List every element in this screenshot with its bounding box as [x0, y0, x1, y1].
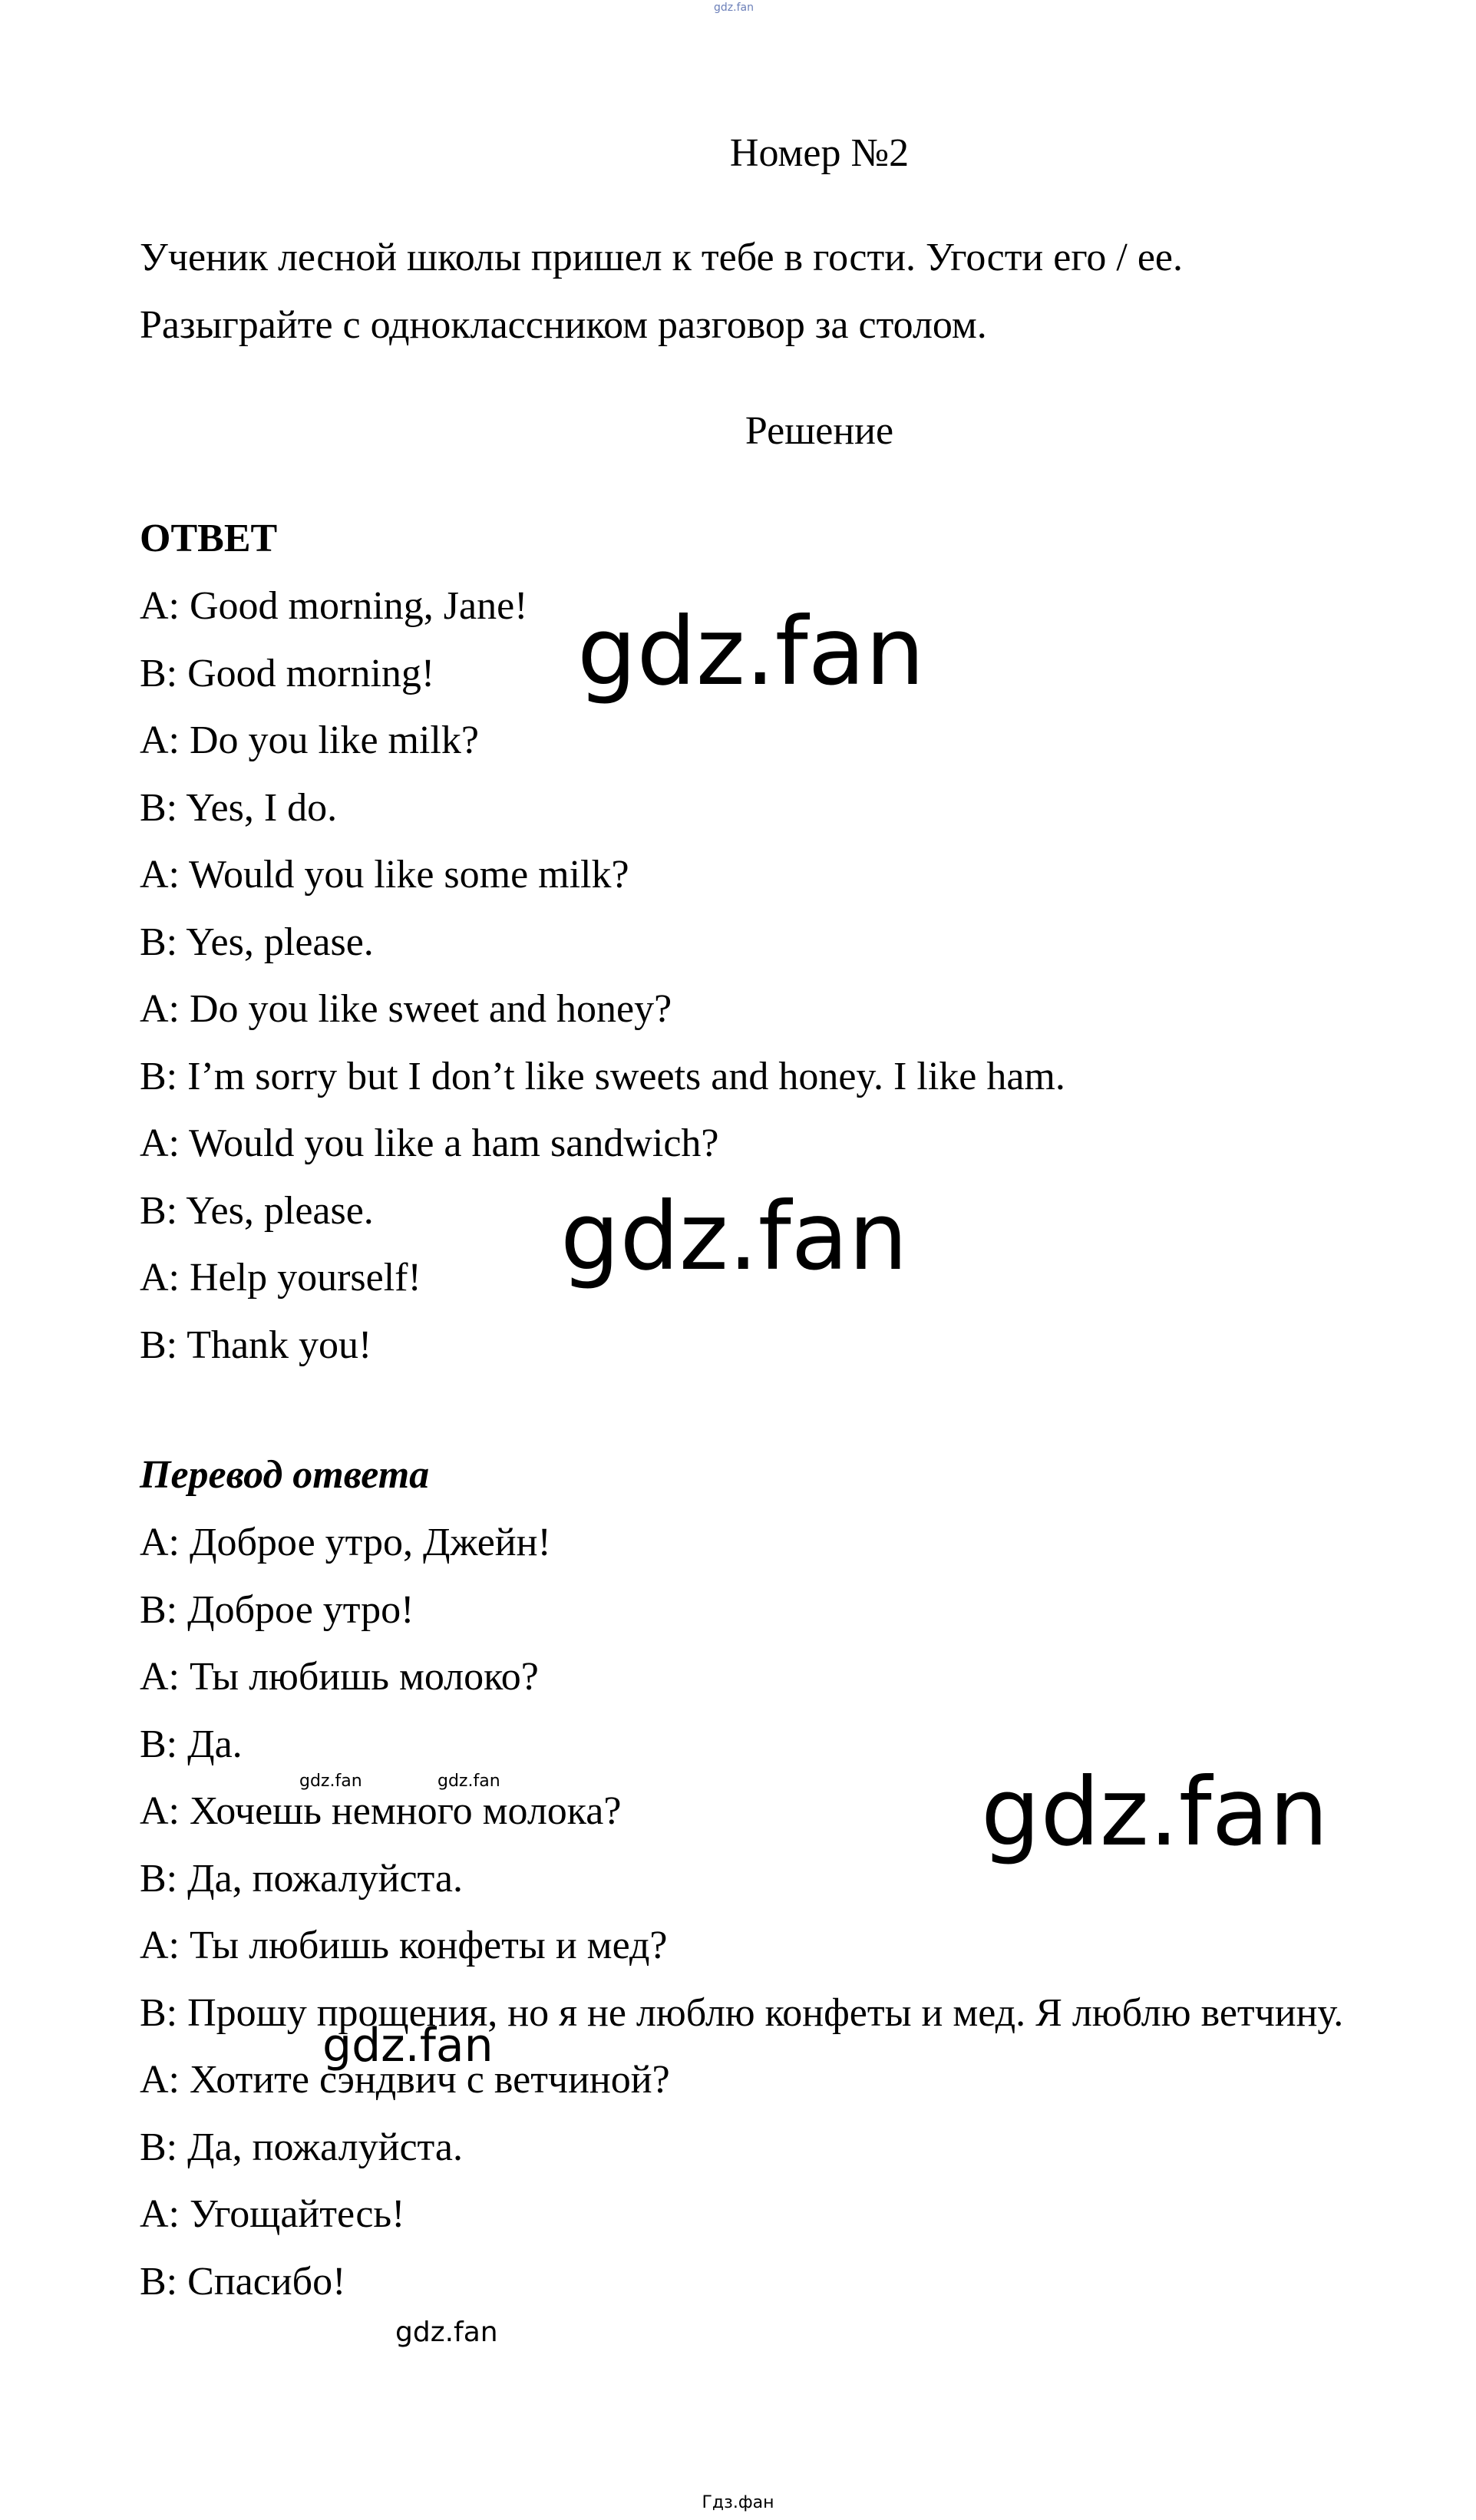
watermark: gdz.fan: [577, 597, 925, 706]
dialogue-line: B: Yes, please.: [140, 1188, 374, 1233]
dialogue-line: A: Угощайтесь!: [140, 2192, 405, 2236]
watermark: gdz.fan: [438, 1772, 500, 1791]
dialogue-line: B: Yes, please.: [140, 920, 374, 964]
dialogue-line: A: Would you like a ham sandwich?: [140, 1121, 719, 1165]
page-title: Номер №2: [729, 131, 910, 175]
solution-label: Решение: [745, 409, 894, 453]
task-line: Ученик лесной школы пришел к тебе в гости. Угости его / ее.: [140, 236, 1183, 279]
dialogue-line: A: Ты любишь молоко?: [140, 1655, 539, 1699]
dialogue-line: A: Do you like milk?: [140, 718, 479, 762]
dialogue-line: A: Хочешь немного молока?: [140, 1789, 622, 1833]
dialogue-line: A: Ты любишь конфеты и мед?: [140, 1924, 668, 1967]
watermark: gdz.fan: [560, 1182, 908, 1291]
dialogue-line: A: Good morning, Jane!: [140, 584, 528, 628]
watermark: gdz.fan: [299, 1772, 362, 1791]
translation-dialogue: [140, 1509, 1429, 2315]
footer-watermark: Гдз.фан: [702, 2493, 774, 2512]
watermark: gdz.fan: [395, 2317, 498, 2348]
dialogue-line: B: Доброе утро!: [140, 1587, 414, 1632]
watermark: gdz.fan: [981, 1758, 1329, 1867]
dialogue-line: B: I’m sorry but I don’t like sweets and honey. I like ham.: [140, 1054, 1065, 1098]
dialogue-line: A: Доброе утро, Джейн!: [140, 1521, 551, 1564]
dialogue-line: B: Прошу прощения, но я не люблю конфеты и мед. Я люблю ветчину.: [140, 1990, 1344, 2035]
top-watermark: gdz.fan: [714, 2, 754, 14]
dialogue-line: B: Thank you!: [140, 1323, 372, 1367]
dialogue-line: A: Would you like some milk?: [140, 853, 629, 897]
task-line: Разыграйте с одноклассником разговор за столом.: [140, 303, 987, 347]
dialogue-line: B: Да, пожалуйста.: [140, 1856, 463, 1901]
answer-heading: ОТВЕТ: [140, 517, 278, 560]
dialogue-line: B: Спасибо!: [140, 2259, 346, 2304]
dialogue-line: B: Да, пожалуйста.: [140, 2125, 463, 2169]
dialogue-line: B: Yes, I do.: [140, 785, 338, 830]
dialogue-line: A: Do you like sweet and honey?: [140, 987, 672, 1031]
translation-heading: Перевод ответа: [140, 1453, 430, 1497]
dialogue-line: B: Да.: [140, 1722, 243, 1766]
dialogue-line: A: Хотите сэндвич с ветчиной?: [140, 2058, 670, 2102]
task-text: [140, 224, 1406, 359]
dialogue-line: A: Help yourself!: [140, 1256, 421, 1300]
watermark: gdz.fan: [322, 2019, 494, 2072]
dialogue-line: B: Good morning!: [140, 651, 435, 695]
